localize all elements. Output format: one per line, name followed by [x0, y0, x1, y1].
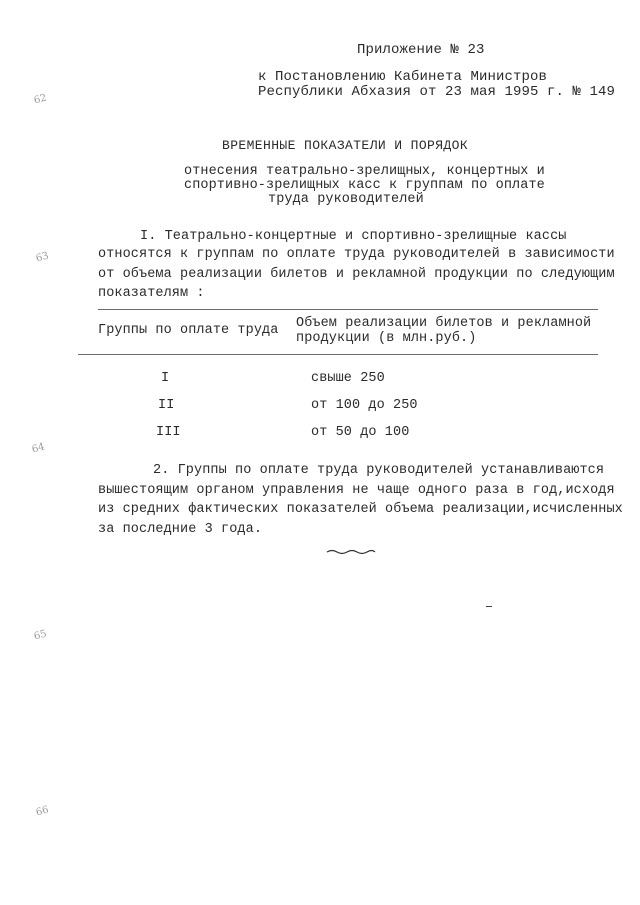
table-header-groups: Группы по оплате труда: [98, 323, 279, 338]
table-row-group: II: [158, 398, 175, 413]
subtitle-line: спортивно-зрелищных касс к группам по оплате: [184, 178, 545, 193]
appendix-number: Приложение № 23: [357, 42, 485, 58]
paragraph-2-line: вышестоящим органом управления не чаще одного раза в год,исходя: [98, 483, 615, 498]
paragraph-2-line: 2. Группы по оплате труда руководителей устанавливаются: [153, 463, 605, 478]
margin-page-mark: 66: [34, 804, 50, 819]
paragraph-1-line: I. Театрально-концертные и спортивно-зрелищные кассы: [140, 229, 567, 244]
table-row-volume: свыше 250: [311, 371, 385, 386]
margin-page-mark: 64: [30, 441, 46, 456]
decree-reference-line1: к Постановлению Кабинета Министров: [258, 69, 548, 85]
table-row-volume: от 100 до 250: [311, 398, 418, 413]
paragraph-1-line: относятся к группам по оплате труда руководителей в зависимости: [98, 247, 615, 262]
stray-mark: [486, 606, 492, 607]
table-top-rule: [98, 309, 598, 310]
decree-reference-line2: Республики Абхазия от 23 мая 1995 г. № 149: [258, 84, 616, 100]
subtitle-line: отнесения театрально-зрелищных, концертных и: [184, 164, 545, 179]
margin-page-mark: 65: [32, 628, 48, 643]
table-header-volume: продукции (в млн.руб.): [296, 331, 477, 346]
table-header-rule: [78, 354, 598, 355]
table-header-volume: Объем реализации билетов и рекламной: [296, 316, 592, 331]
paragraph-2-line: за последние 3 года.: [98, 522, 263, 537]
margin-page-mark: 62: [32, 92, 48, 107]
table-row-volume: от 50 до 100: [311, 425, 410, 440]
document-title: ВРЕМЕННЫЕ ПОКАЗАТЕЛИ И ПОРЯДОК: [222, 138, 469, 153]
paragraph-1-line: показателям :: [98, 286, 205, 301]
margin-page-mark: 63: [34, 250, 50, 265]
closing-flourish: [326, 548, 376, 556]
paragraph-1-line: от объема реализации билетов и рекламной продукции по следующим: [98, 267, 615, 282]
table-row-group: III: [156, 425, 181, 440]
table-row-group: I: [161, 371, 170, 386]
subtitle-line: труда руководителей: [268, 192, 424, 207]
paragraph-2-line: из средних фактических показателей объема реализации,исчисленных: [98, 502, 623, 517]
